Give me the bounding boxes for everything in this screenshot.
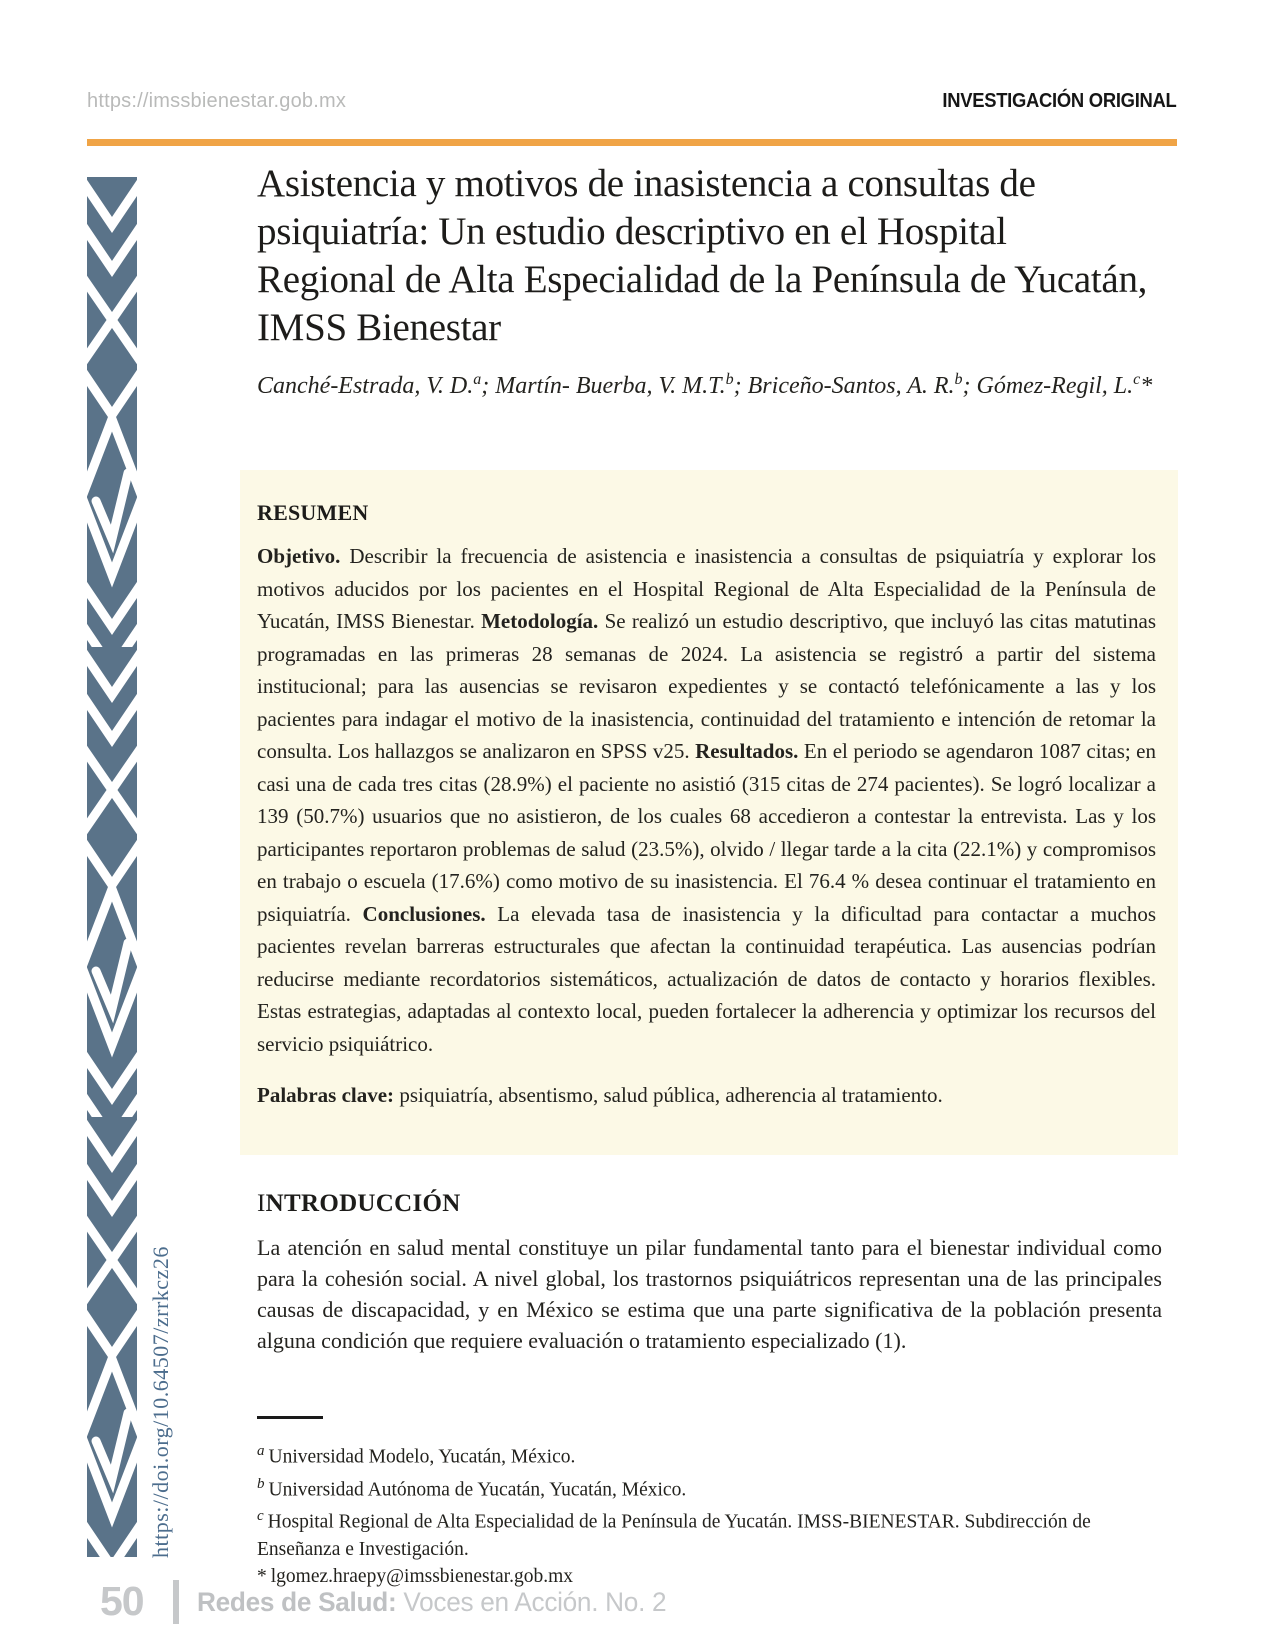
page-number: 50	[100, 1578, 144, 1624]
journal-title-rest: Voces en Acción. No. 2	[396, 1587, 667, 1617]
contact-email-link[interactable]: lgomez.hraepy@imssbienestar.gob.mx	[270, 1565, 574, 1587]
footnote-marker-c: c	[257, 1508, 264, 1524]
header-rule	[87, 139, 1177, 146]
introduction-paragraph: La atención en salud mental constituye un pilar fundamental tanto para el bienestar individual como para la cohesión social. A nivel global, los trastornos psiquiátricos representan una de las principales causas de discapacidad, y en México se estima que una parte significativa de la población presenta alguna condición que requiere evaluación o tratamiento especializado (1).	[257, 1235, 1162, 1353]
abstract-heading: RESUMEN	[257, 500, 369, 525]
footnote-text: Hospital Regional de Alta Especialidad de la Península de Yucatán. IMSS-BIENESTAR. Subdirección de Enseñanza e Investigación.	[257, 1511, 1091, 1560]
authors-line: Canché-Estrada, V. D.$^a$; Martín- Buerba, V. M.T.$^b$; Briceño-Santos, A. R.$^b$; Gómez-Regil, L.$^c$*	[257, 371, 1153, 399]
footer-divider	[173, 1580, 179, 1624]
section-label: INVESTIGACIÓN ORIGINAL	[942, 90, 1177, 112]
journal-title	[197, 1587, 666, 1618]
page-footer	[0, 1578, 1275, 1638]
footnote-text: Universidad Modelo, Yucatán, México.	[268, 1446, 576, 1468]
footnote-b	[257, 1471, 1162, 1504]
footnote-text: Universidad Autónoma de Yucatán, Yucatán, México.	[268, 1479, 687, 1500]
chevron-pattern-icon	[87, 177, 137, 1557]
footnote-marker-asterisk: *	[257, 1565, 267, 1587]
journal-title-bold: Redes de Salud:	[197, 1587, 397, 1617]
footnote-marker-a: a	[257, 1443, 265, 1459]
footnote-marker-b: b	[257, 1475, 265, 1492]
footnote-a	[257, 1438, 1162, 1471]
introduction-heading-initial: I	[257, 1190, 266, 1217]
doi-link[interactable]: https://doi.org/10.64507/zrrkcz26	[148, 1246, 173, 1558]
footnote-rule	[257, 1416, 323, 1419]
site-url-link[interactable]: https://imssbienestar.gob.mx	[87, 90, 347, 112]
introduction-heading-rest: NTRODUCCIÓN	[265, 1190, 461, 1217]
introduction-heading	[257, 1190, 461, 1218]
abstract-body: Objetivo. Describir la frecuencia de asistencia e inasistencia a consultas de psiquiatría y explorar los motivos aducidos por los pacientes en el Hospital Regional de Alta Especialidad de la Península de Yucatán, IMSS Bienestar. Metodología. Se realizó un estudio descriptivo, que incluyó las citas matutinas programadas en las primeras 28 semanas de 2024. La asistencia se registró a partir del sistema institucional; para las ausencias se revisaron expedientes y se contactó telefónicamente a las y los pacientes para indagar el motivo de la inasistencia, continuidad del tratamiento e intención de retomar la consulta. Los hallazgos se analizaron en SPSS v25. Resultados. En el periodo se agendaron 1087 citas; en casi una de cada tres citas (28.9%) el paciente no asistió (315 citas de 274 pacientes). Se logró localizar a 139 (50.7%) usuarios que no asistieron, de los cuales 68 accedieron a contestar la entrevista. Las y los participantes reportaron problemas de salud (23.5%), olvido / llegar tarde a la cita (22.1%) y compromisos en trabajo o escuela (17.6%) como motivo de su inasistencia. El 76.4 % desea continuar el tratamiento en psiquiatría. Conclusiones. La elevada tasa de inasistencia y la dificultad para contactar a muchos pacientes revelan barreras estructurales que afectan la continuidad terapéutica. Las ausencias podrían reducirse mediante recordatorios sistemáticos, actualización de datos de contacto y horarios flexibles. Estas estrategias, adaptadas al contexto local, pueden fortalecer la adherencia y optimizar los recursos del servicio psiquiátrico.	[257, 544, 1157, 1056]
article-title: Asistencia y motivos de inasistencia a consultas de psiquiatría: Un estudio descriptivo en el Hospital Regional de Alta Especialidad de la Península de Yucatán, IMSS Bienestar	[257, 162, 1148, 349]
footnotes	[257, 1438, 1162, 1590]
keywords-line: Palabras clave: psiquiatría, absentismo, salud pública, adherencia al tratamiento.	[257, 1083, 943, 1107]
footnote-c	[257, 1503, 1162, 1563]
decorative-pattern-band	[87, 177, 137, 1557]
abstract-box	[240, 470, 1178, 1155]
